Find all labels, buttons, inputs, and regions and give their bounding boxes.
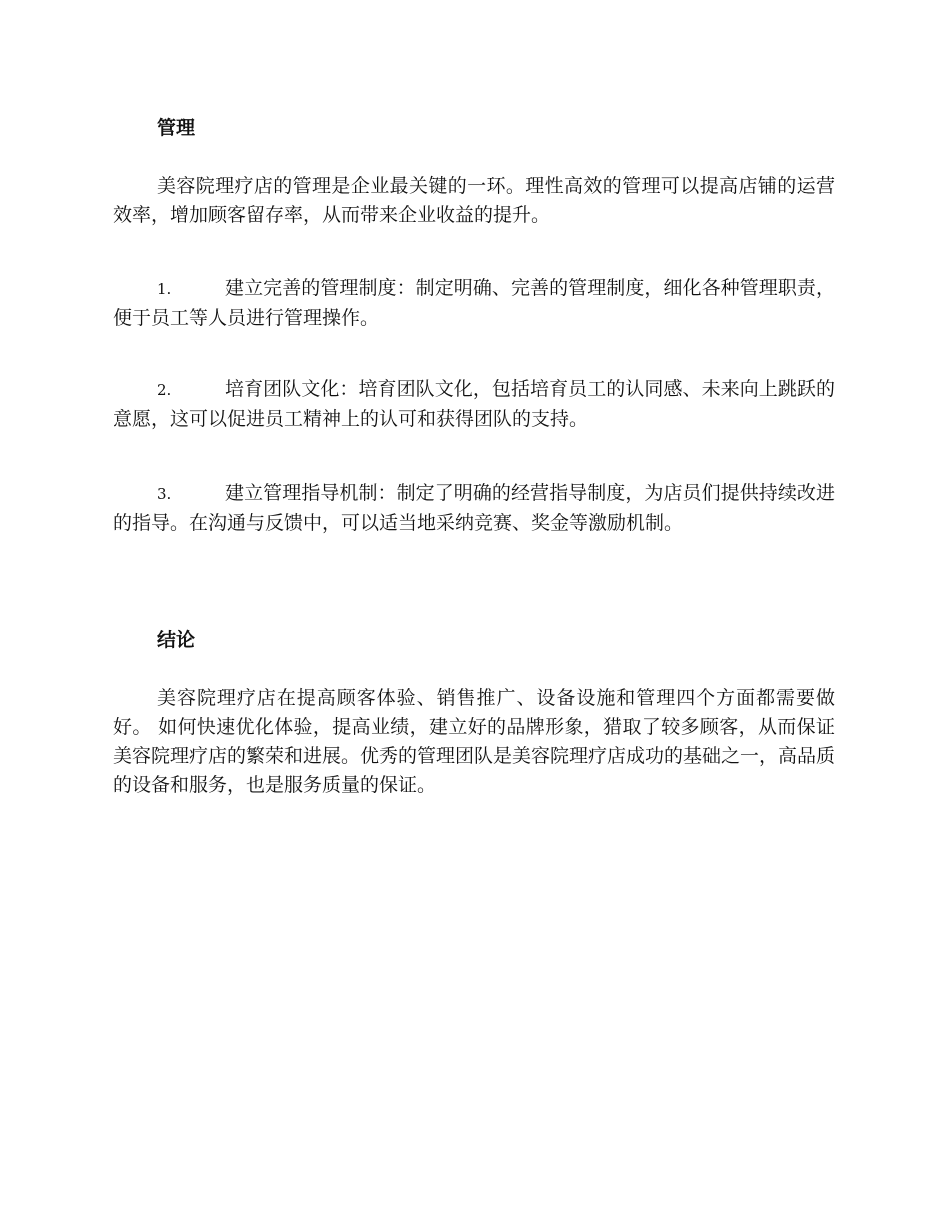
list-item-number: 2. xyxy=(157,381,172,399)
list-item xyxy=(113,375,835,434)
list-item xyxy=(113,274,835,333)
section-heading-conclusion: 结论 xyxy=(157,629,196,651)
conclusion-paragraph: 美容院理疗店在提高顾客体验、销售推广、设备设施和管理四个方面都需要做好。 如何快速优化体验，提高业绩，建立好的品牌形象，猎取了较多顾客，从而保证美容院理疗店的繁荣和进展。优秀的管理团队是美容院理疗店成功的基础之一，高品质的设备和服务，也是服务质量的保证。 xyxy=(113,687,836,796)
list-item xyxy=(113,479,835,538)
list-item-number: 1. xyxy=(157,280,172,298)
section-heading-management: 管理 xyxy=(157,117,196,139)
management-intro-paragraph: 美容院理疗店的管理是企业最关键的一环。理性高效的管理可以提高店铺的运营效率，增加顾客留存率，从而带来企业收益的提升。 xyxy=(113,175,835,226)
list-item-text: 建立管理指导机制：制定了明确的经营指导制度，为店员们提供持续改进的指导。在沟通与反馈中，可以适当地采纳竞赛、奖金等激励机制。 xyxy=(113,482,835,534)
list-item-text: 培育团队文化：培育团队文化，包括培育员工的认同感、未来向上跳跃的意愿，这可以促进员工精神上的认可和获得团队的支持。 xyxy=(113,378,835,430)
list-item-text: 建立完善的管理制度：制定明确、完善的管理制度，细化各种管理职责，便于员工等人员进行管理操作。 xyxy=(113,277,835,329)
list-item-number: 3. xyxy=(157,485,172,503)
